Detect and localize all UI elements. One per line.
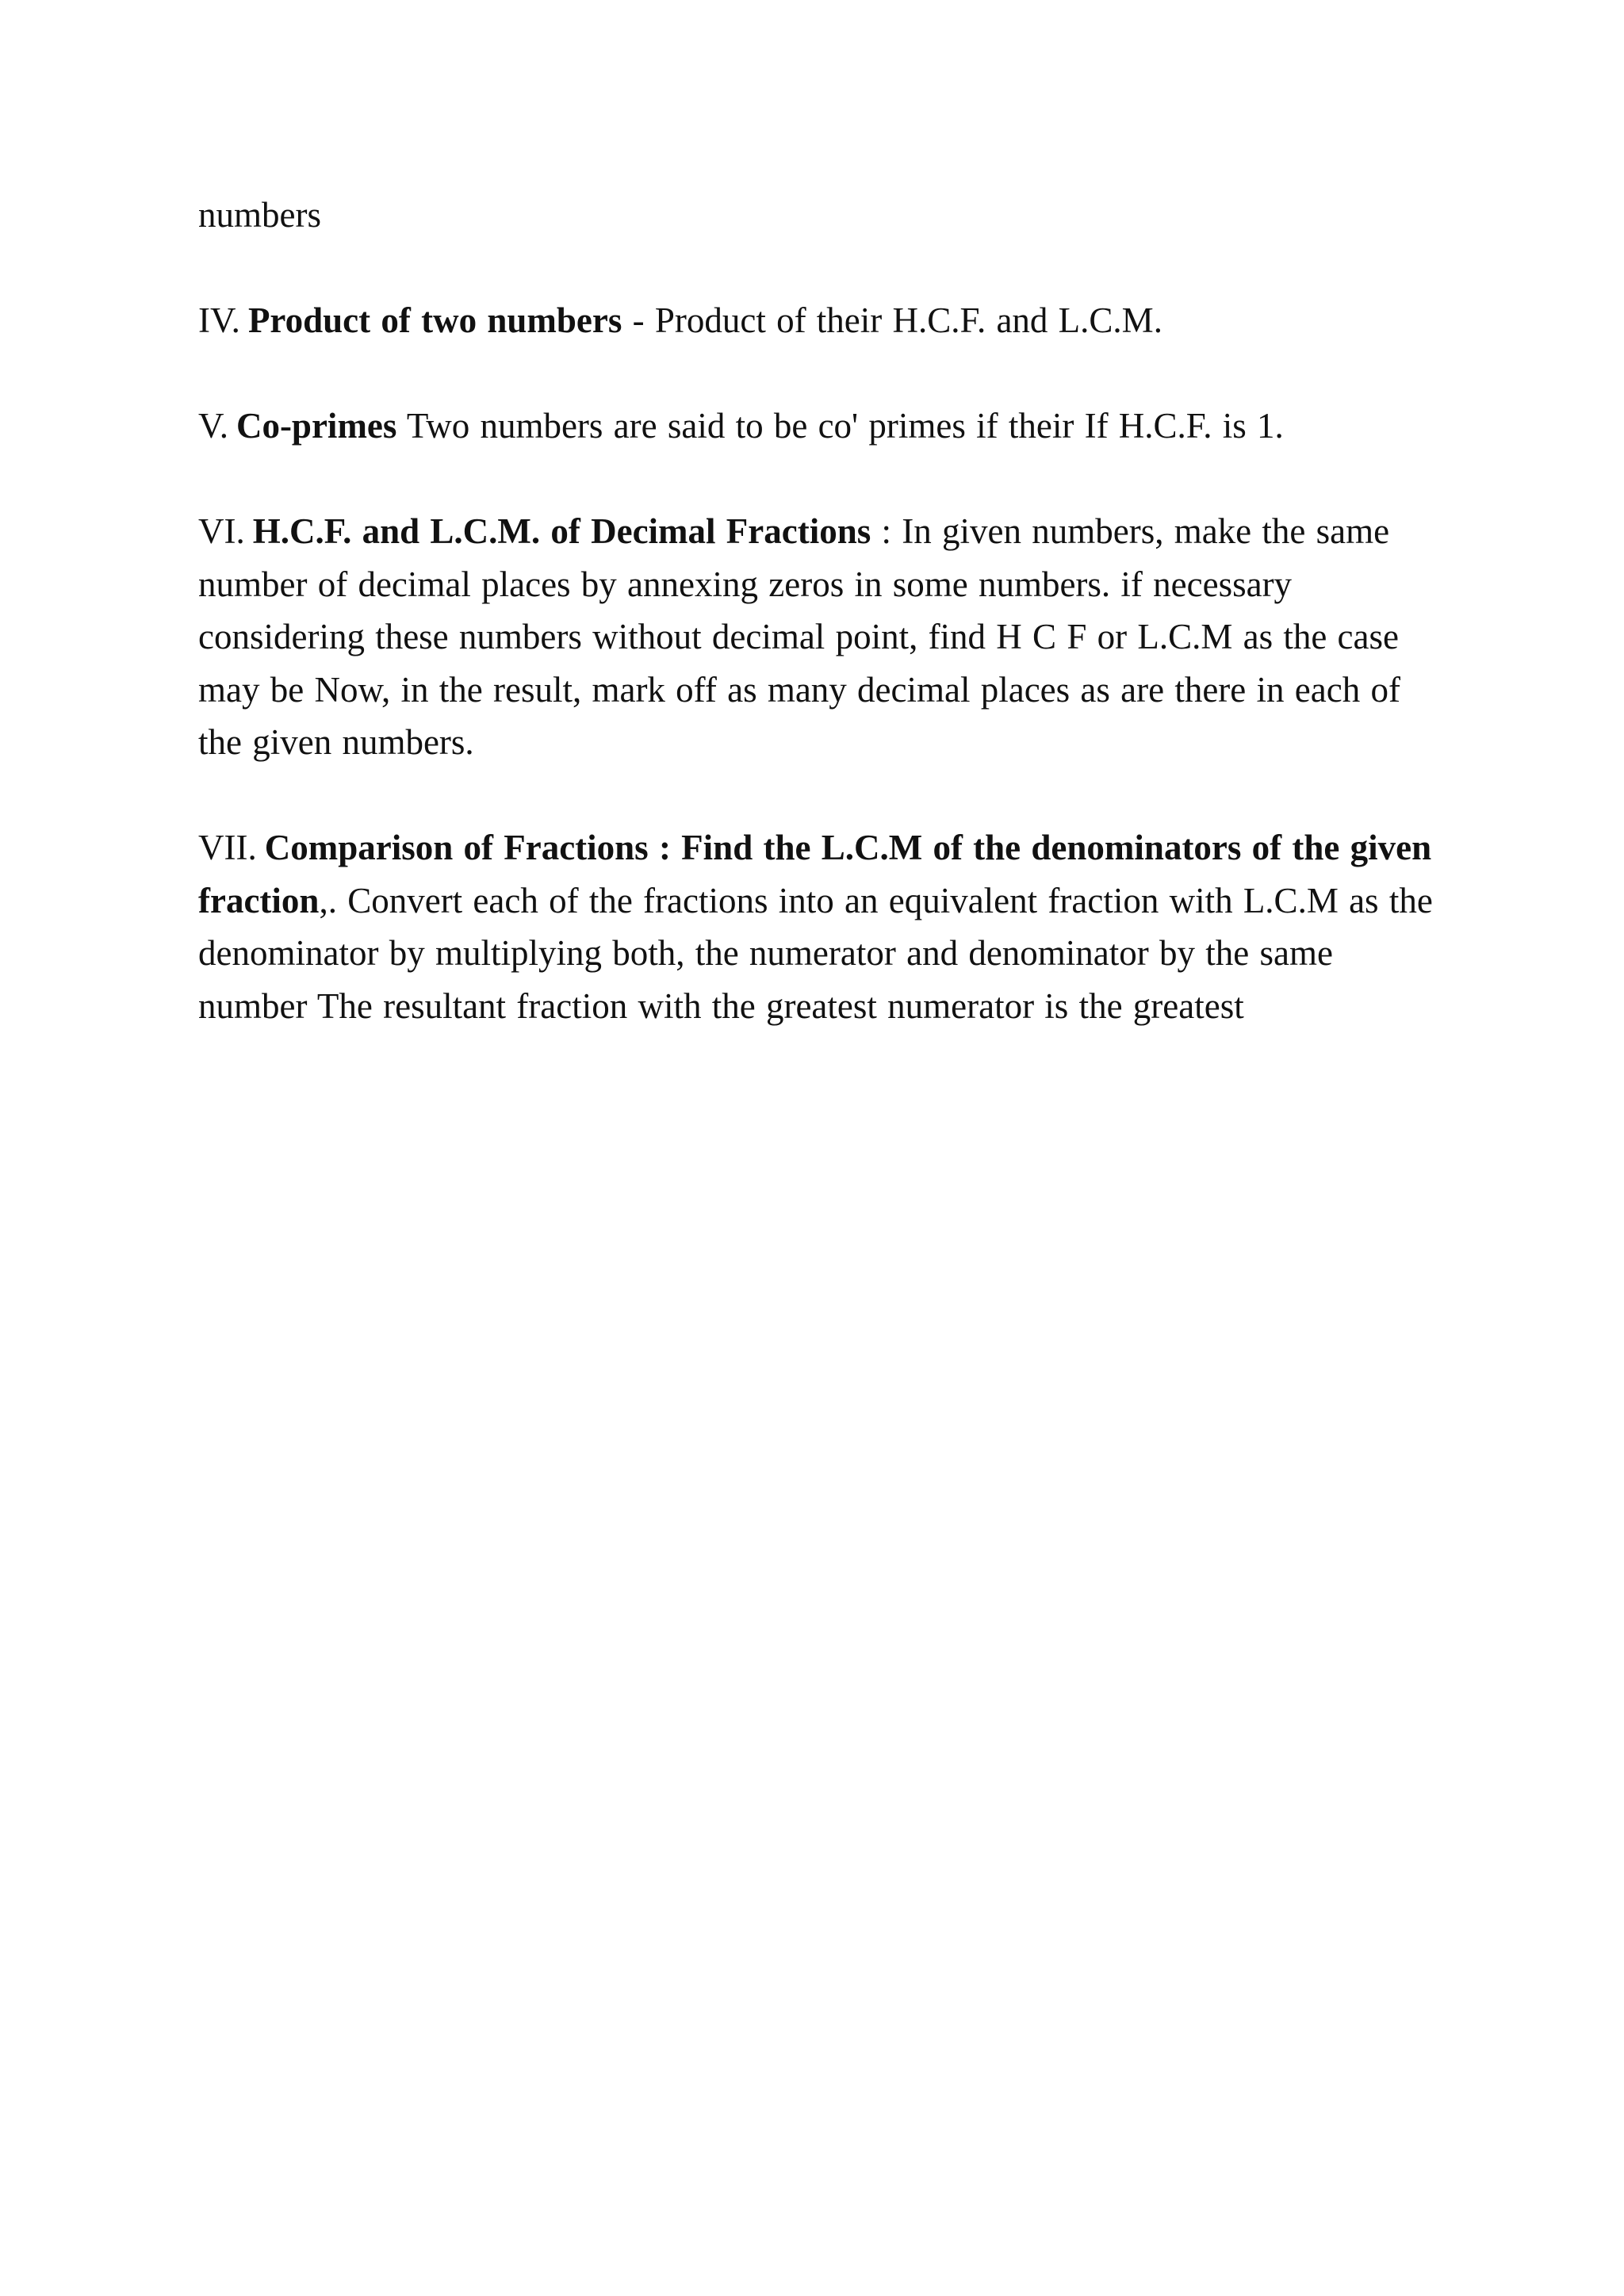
item-numeral: V. (198, 406, 228, 446)
item-text: ,. Convert each of the fractions into an equivalent fraction with L.C.M as the denominator by multiplying both, the numerator and denominator by the same number The resultant fraction with the greatest numerator is the greatest (198, 880, 1433, 1026)
item-heading: H.C.F. and L.C.M. of Decimal Fractions (252, 511, 871, 551)
item-heading: Product of two numbers (247, 300, 622, 340)
item-heading: Comparison of Fractions : Find the L.C.M of the denominators of the given fraction (198, 828, 1432, 920)
item-comparison-of-fractions (198, 821, 1451, 1032)
item-text: : In given numbers, make the same number of decimal places by annexing zeros in some numbers. if necessary considering these numbers without decimal point, find H C F or L.C.M as the case may be Now, in the result, mark off as many decimal places as are there in each of the given numbers. (198, 511, 1400, 762)
document-body (198, 189, 1451, 1085)
item-text: - Product of their H.C.F. and L.C.M. (622, 300, 1162, 340)
item-decimal-fractions (198, 505, 1451, 769)
item-text: Two numbers are said to be co' primes if their If H.C.F. is 1. (396, 406, 1284, 446)
item-numeral: VII. (198, 828, 257, 867)
item-numeral: IV. (198, 300, 240, 340)
item-numeral: VI. (198, 511, 245, 551)
item-co-primes (198, 400, 1451, 453)
item-product-of-two-numbers (198, 294, 1451, 347)
continuation-text: numbers (198, 195, 321, 235)
item-heading: Co-primes (236, 406, 397, 446)
